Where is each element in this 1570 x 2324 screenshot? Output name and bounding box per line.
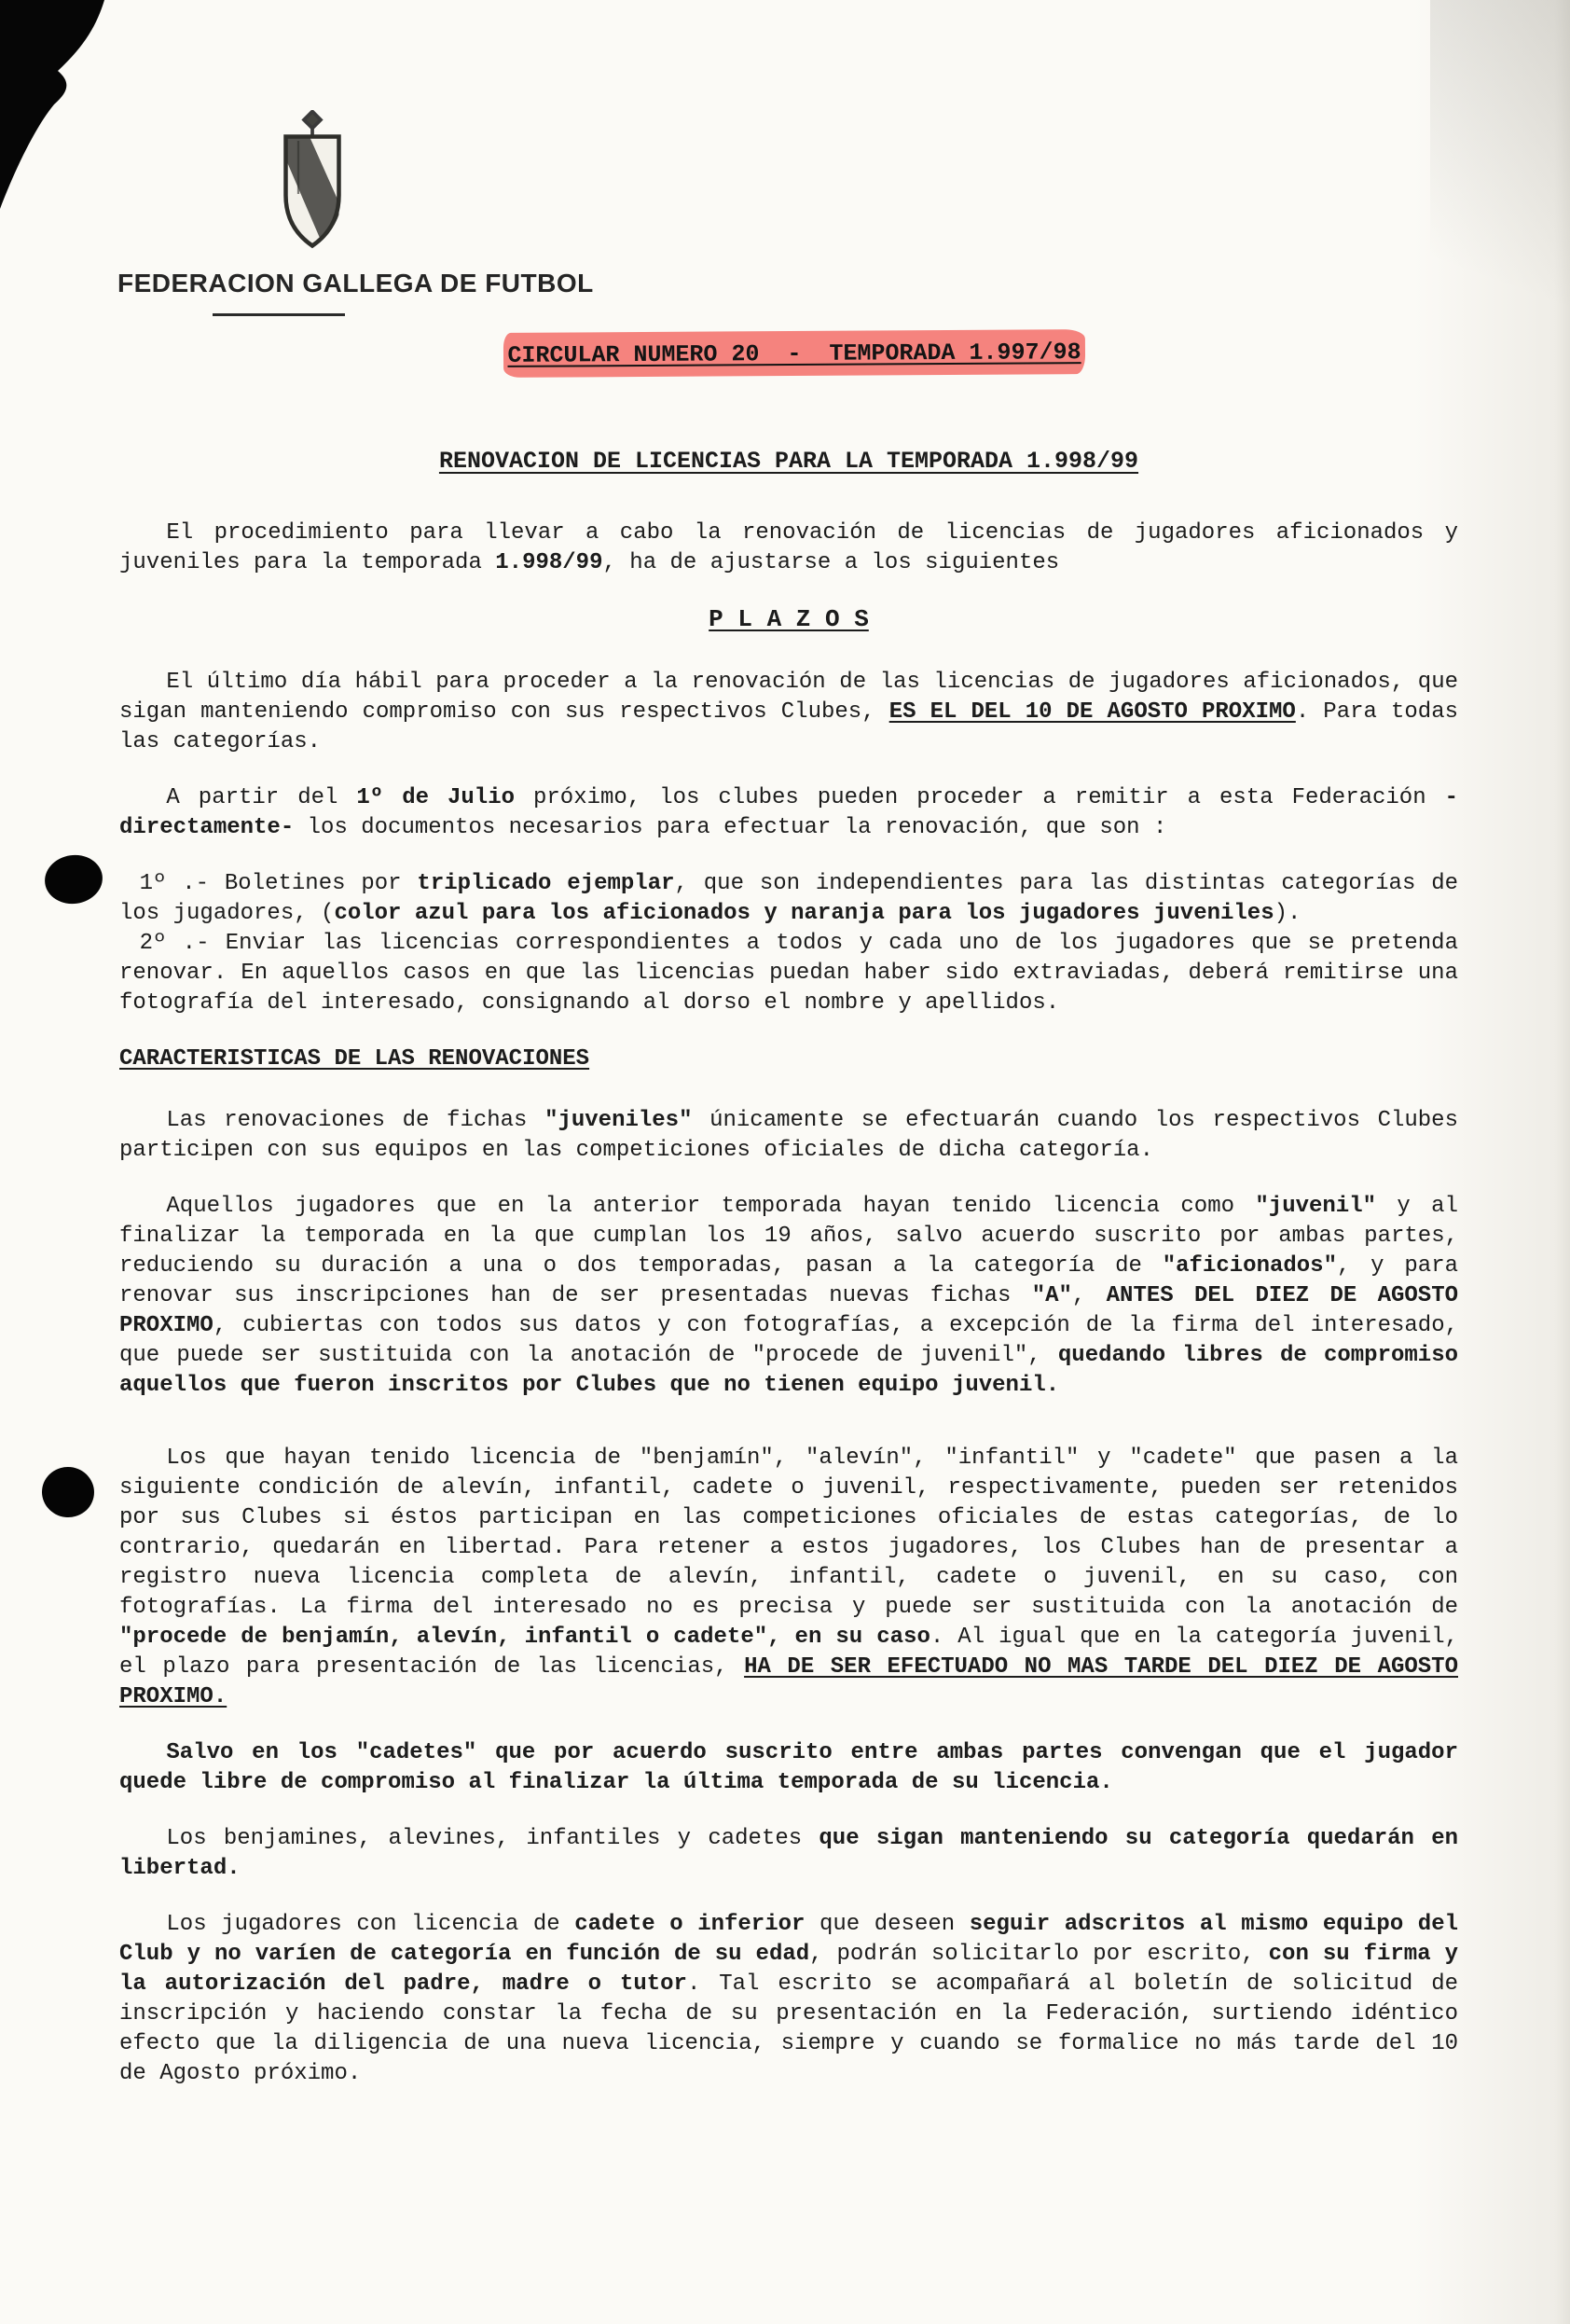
cadetes-exception-paragraph — [119, 1738, 1458, 1798]
hole-punch-mark — [39, 1464, 96, 1520]
organization-name: FEDERACION GALLEGA DE FUTBOL — [117, 269, 594, 297]
text-segment: 1º de Julio — [356, 785, 516, 810]
text-segment: con su firma y la autorización del padre, madre o tutor — [119, 1942, 1458, 1997]
federation-crest-icon — [276, 110, 349, 250]
text-segment: , podrán solicitarlo por escrito, — [809, 1942, 1269, 1967]
libertad-paragraph — [119, 1824, 1458, 1884]
juvenil-to-aficionados-paragraph — [119, 1192, 1458, 1401]
text-segment: "procede de benjamín, alevín, infantil o cadete", en su caso — [119, 1625, 930, 1650]
list-item-1 — [119, 869, 1458, 929]
text-segment: y al finalizar la temporada en la que cumplan los 19 años, salvo acuerdo suscrito por ambas partes, reduciendo su duración a una o dos temporadas, pasan a la categoría de — [119, 1194, 1458, 1279]
list-item-2 — [119, 929, 1458, 1018]
text-segment: El último día hábil para proceder a la renovación de las licencias de jugadores aficionados, que sigan manteniendo compromiso con sus respectivos Clubes, — [119, 670, 1458, 725]
text-segment: ). — [1274, 901, 1301, 926]
text-segment: ANTES DEL DIEZ DE AGOSTO PROXIMO — [119, 1283, 1458, 1338]
remittance-paragraph — [119, 783, 1458, 843]
text-segment: "aficionados" — [1162, 1253, 1337, 1279]
deadline-paragraph — [119, 668, 1458, 757]
text-segment: próximo, los clubes pueden proceder a remitir a esta Federación — [515, 785, 1445, 810]
text-segment: El procedimiento para llevar a cabo la renovación de licencias de jugadores aficionados y juveniles para la temporada — [119, 520, 1458, 575]
text-segment: los documentos necesarios para efectuar la renovación, que son : — [294, 815, 1167, 840]
text-segment: A partir del — [166, 785, 357, 810]
text-segment: triplicado ejemplar — [417, 871, 675, 896]
text-segment: cadete o inferior — [574, 1912, 806, 1937]
text-segment: que deseen — [805, 1912, 970, 1937]
text-segment: quedando libres de compromiso aquellos que fueron inscritos por Clubes que no tienen equipo juvenil. — [119, 1343, 1458, 1398]
text-segment: . Tal escrito se acompañará al boletín de solicitud de inscripción y haciendo constar la fecha de su presentación en la Federación, surtiendo idéntico efecto que la diligencia de una nueva licencia, siempre y cuando se formalice no más tarde del 10 de Agosto próximo. — [119, 1971, 1458, 2086]
text-segment: , y para renovar sus inscripciones han de ser presentadas nuevas fichas — [119, 1253, 1458, 1308]
text-segment: , ha de ajustarse a los siguientes — [602, 550, 1060, 575]
text-segment: 2º .- Enviar las licencias correspondientes a todos y cada uno de los jugadores que se pretenda renovar. En aquellos casos en que las licencias puedan haber sido extraviadas, deberá remitirse una fotografía del interesado, consignando al dorso el nombre y apellidos. — [119, 931, 1458, 1016]
text-segment: 1.998/99 — [495, 550, 603, 575]
cadete-inferior-paragraph — [119, 1910, 1458, 2089]
hole-punch-mark — [42, 851, 106, 907]
text-segment: P L A Z O S — [709, 605, 869, 633]
text-segment: Los jugadores con licencia de — [166, 1912, 575, 1937]
text-segment: , que son independientes para las distintas categorías de los jugadores, ( — [119, 871, 1458, 926]
section-heading-caracteristicas — [119, 1044, 1458, 1074]
text-segment: , — [1071, 1283, 1107, 1308]
text-segment: , cubiertas con todos sus datos y con fotografías, a excepción de la firma del interesado, que puede ser sustituida con la anotación de "procede de juvenil", — [119, 1313, 1458, 1368]
text-segment: Salvo en los "cadetes" que por acuerdo suscrito entre ambas partes convengan que el jugador quede libre de compromiso al finalizar la última temporada de su licencia. — [119, 1740, 1458, 1795]
section-heading-plazos — [119, 604, 1458, 634]
document-title: RENOVACION DE LICENCIAS PARA LA TEMPORADA 1.998/99 — [438, 448, 1139, 475]
circular-title: CIRCULAR NUMERO 20 - TEMPORADA 1.997/98 — [507, 338, 1081, 369]
text-segment: seguir adscritos al mismo equipo del Club y no varíen de categoría en función de su edad — [119, 1912, 1459, 1967]
text-segment: Los que hayan tenido licencia de "benjamín", "alevín", "infantil" y "cadete" que pasen a la siguiente condición de alevín, infantil, cadete o juvenil, respectivamente, pueden ser retenidos por sus Clubes si éstos participan en las competiciones oficiales de estas categorías, de lo contrario, quedarán en libertad. Para retener a estos jugadores, los Clubes han de presentar a registro nueva licencia completa de alevín, infantil, cadete o juvenil, en su caso, con fotografías. La firma del interesado no es precisa y puede ser sustituida con la anotación de — [119, 1446, 1458, 1620]
text-segment: . Al igual que en la categoría juvenil, el plazo para presentación de las licencias, — [119, 1625, 1458, 1680]
text-segment: ES EL DEL 10 DE AGOSTO PROXIMO — [888, 699, 1296, 725]
text-segment: únicamente se efectuarán cuando los respectivos Clubes participen con sus equipos en las competiciones oficiales de dicha categoría. — [119, 1108, 1458, 1163]
scan-torn-corner-artifact — [0, 0, 205, 242]
lower-categories-paragraph — [119, 1444, 1458, 1712]
text-segment: HA DE SER EFECTUADO NO MAS TARDE DEL DIEZ DE AGOSTO PROXIMO. — [119, 1654, 1458, 1709]
text-segment: Los benjamines, alevines, infantiles y cadetes — [166, 1826, 819, 1851]
text-segment: CARACTERISTICAS DE LAS RENOVACIONES — [119, 1046, 590, 1072]
juveniles-paragraph — [119, 1106, 1458, 1166]
text-segment: 1º .- Boletines por — [139, 871, 418, 896]
text-segment: "A" — [1031, 1283, 1072, 1308]
document-body — [119, 519, 1458, 2115]
text-segment: Aquellos jugadores que en la anterior temporada hayan tenido licencia como — [166, 1194, 1256, 1219]
text-segment: -directamente- — [119, 785, 1459, 840]
organization-name-underline — [213, 313, 345, 316]
text-segment: color azul para los aficionados y naranja para los jugadores juveniles — [334, 901, 1274, 926]
document-title-row — [119, 448, 1458, 475]
text-segment: que sigan manteniendo su categoría quedarán en libertad. — [119, 1826, 1458, 1881]
text-segment: "juveniles" — [544, 1108, 693, 1133]
circular-title-highlight — [503, 329, 1085, 378]
text-segment: "juvenil" — [1255, 1194, 1377, 1219]
scan-shading — [1430, 0, 1570, 392]
text-segment: . Para todas las categorías. — [119, 699, 1459, 754]
text-segment: Las renovaciones de fichas — [166, 1108, 545, 1133]
intro-paragraph — [119, 519, 1458, 578]
